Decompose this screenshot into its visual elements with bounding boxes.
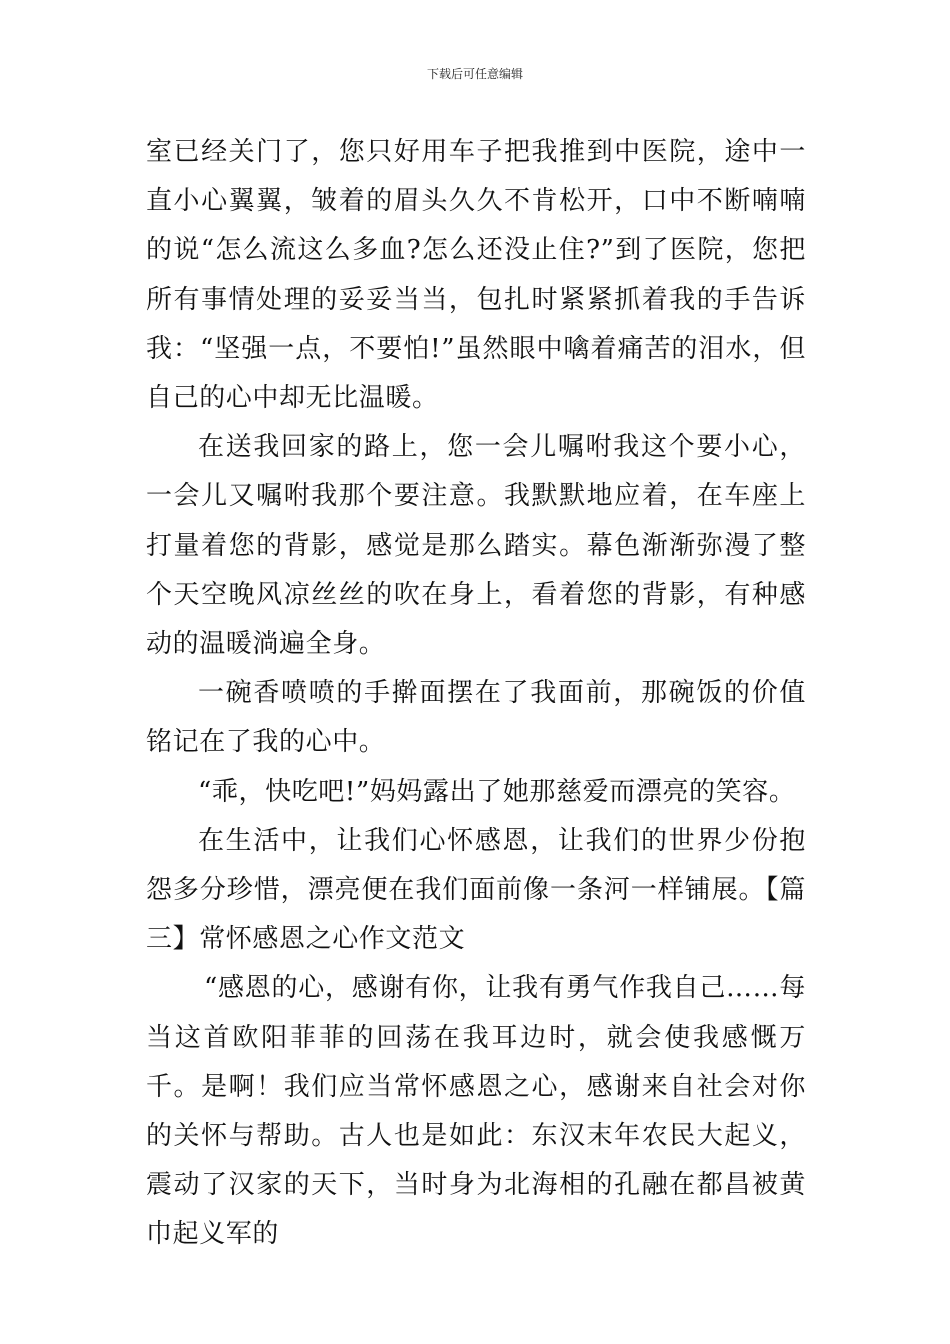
paragraph-gratitude: 在生活中，让我们心怀感恩，让我们的世界少份抱怨多分珍惜，漂亮便在我们面前像一条河一样铺展。【篇三】常怀感恩之心作文范文 (146, 825, 806, 955)
paragraph-mother-quote: “乖，快吃吧!”妈妈露出了她那慈爱而漂亮的笑容。 (198, 776, 796, 807)
page-header: 下载后可任意编辑 (426, 67, 523, 81)
document-body (146, 128, 806, 1260)
paragraph-continuation: 室已经关门了，您只好用车子把我推到中医院，途中一直小心翼翼，皱着的眉头久久不肯松开，口中不断喃喃的说“怎么流这么多血?怎么还没止住?”到了医院，您把所有事情处理的妥妥当当，包扎时紧紧抓着我的手告诉我：“坚强一点，不要怕!”虽然眼中噙着痛苦的泪水，但自己的心中却无比温暖。 (146, 137, 806, 414)
paragraph-essay-three: “感恩的心，感谢有你，让我有勇气作我自己……每当这首欧阳菲菲的回荡在我耳边时，就会使我感慨万千。是啊！我们应当常怀感恩之心，感谢来自社会对你的关怀与帮助。古人也是如此：东汉末年农民大起义，震动了汉家的天下，当时身为北海相的孔融在都昌被黄巾起义军的 (146, 973, 806, 1250)
paragraph-way-home: 在送我回家的路上，您一会儿嘱咐我这个要小心，一会儿又嘱咐我那个要注意。我默默地应着，在车座上打量着您的背影，感觉是那么踏实。幕色渐渐弥漫了整个天空晚风凉丝丝的吹在身上，看着您的背影，有种感动的温暖淌遍全身。 (146, 432, 806, 660)
paragraph-noodles: 一碗香喷喷的手擀面摆在了我面前，那碗饭的价值铭记在了我的心中。 (146, 678, 806, 758)
